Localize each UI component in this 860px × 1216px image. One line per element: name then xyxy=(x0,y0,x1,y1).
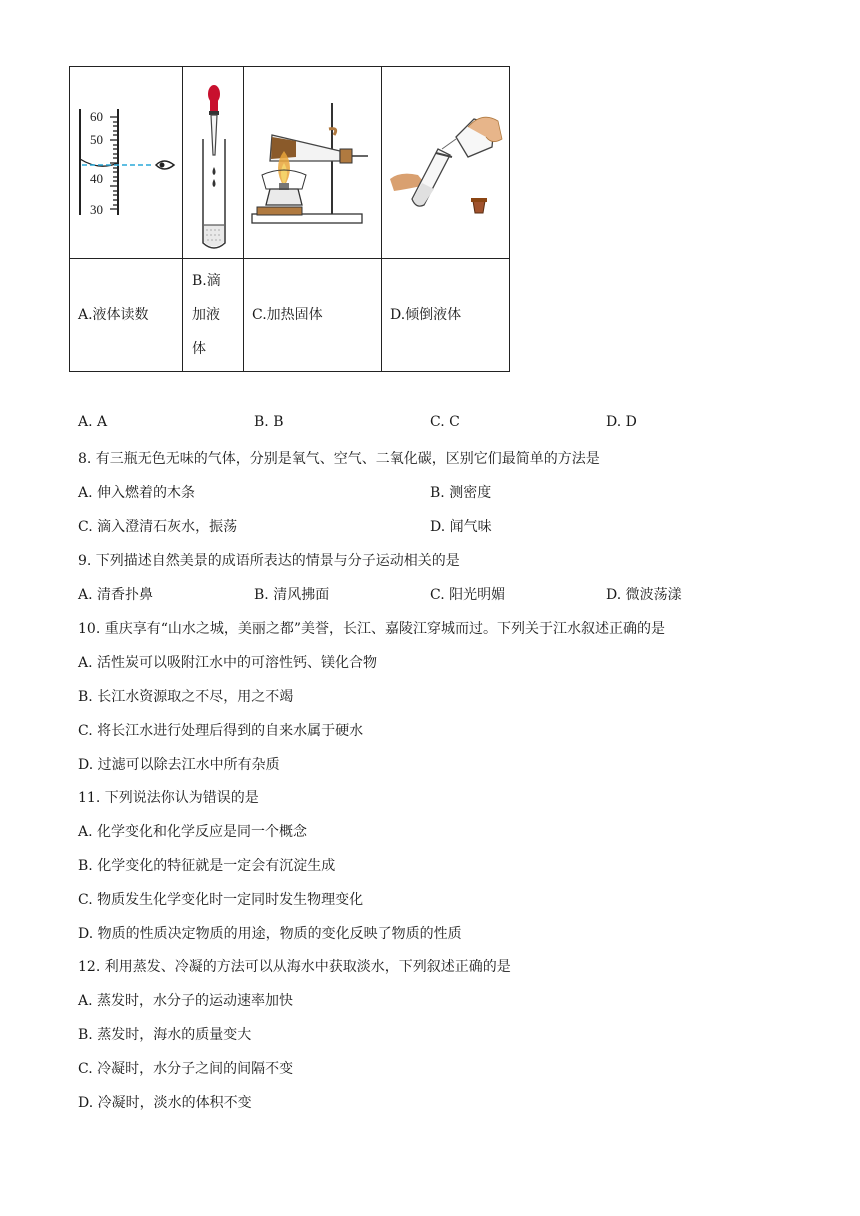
lab-operations-figure-table xyxy=(69,66,510,372)
q10-stem: 10. 重庆享有“山水之城，美丽之都”美誉，长江、嘉陵江穿城而过。下列关于江水叙述正确的是 xyxy=(78,621,666,637)
q10-option-c[interactable]: C. 将长江水进行处理后得到的自来水属于硬水 xyxy=(78,723,364,739)
q10-option-d[interactable]: D. 过滤可以除去江水中所有杂质 xyxy=(78,757,280,773)
cylinder-tick-label: 30 xyxy=(90,202,103,217)
pouring-liquid-figure xyxy=(382,67,510,259)
q9-stem: 9. 下列描述自然美景的成语所表达的情景与分子运动相关的是 xyxy=(78,553,460,569)
q11-option-b[interactable]: B. 化学变化的特征就是一定会有沉淀生成 xyxy=(78,858,336,874)
option-label-d: D.倾倒液体 xyxy=(382,259,510,372)
q12-option-c[interactable]: C. 冷凝时，水分子之间的间隔不变 xyxy=(78,1061,294,1077)
q8-option-b[interactable]: B. 测密度 xyxy=(430,485,492,501)
q10-option-a[interactable]: A. 活性炭可以吸附江水中的可溶性钙、镁化合物 xyxy=(78,655,378,671)
q9-option-c[interactable]: C. 阳光明媚 xyxy=(430,587,506,603)
q9-option-b[interactable]: B. 清风拂面 xyxy=(254,587,330,603)
q11-option-d[interactable]: D. 物质的性质决定物质的用途，物质的变化反映了物质的性质 xyxy=(78,926,462,942)
q8-option-a[interactable]: A. 伸入燃着的木条 xyxy=(78,485,196,501)
q9-option-a[interactable]: A. 清香扑鼻 xyxy=(78,587,154,603)
q10-option-b[interactable]: B. 长江水资源取之不尽，用之不竭 xyxy=(78,689,294,705)
q12-option-d[interactable]: D. 冷凝时，淡水的体积不变 xyxy=(78,1095,252,1111)
heating-solid-figure xyxy=(244,67,382,259)
q8-stem: 8. 有三瓶无色无味的气体，分别是氧气、空气、二氧化碳，区别它们最简单的方法是 xyxy=(78,451,600,467)
graduated-cylinder-figure xyxy=(70,67,183,259)
eye-icon xyxy=(156,161,174,169)
option-label-b: B.滴加液体 xyxy=(183,259,244,372)
q7-option-b[interactable]: B. B xyxy=(254,414,284,430)
q12-option-b[interactable]: B. 蒸发时，海水的质量变大 xyxy=(78,1027,252,1043)
q7-option-c[interactable]: C. C xyxy=(430,414,460,430)
q7-option-d[interactable]: D. D xyxy=(606,414,637,430)
option-label-a: A.液体读数 xyxy=(70,259,183,372)
q8-option-d[interactable]: D. 闻气味 xyxy=(430,519,492,535)
q12-option-a[interactable]: A. 蒸发时，水分子的运动速率加快 xyxy=(78,993,294,1009)
option-label-c: C.加热固体 xyxy=(244,259,382,372)
q11-stem: 11. 下列说法你认为错误的是 xyxy=(78,790,259,806)
q8-option-c[interactable]: C. 滴入澄清石灰水，振荡 xyxy=(78,519,238,535)
dropper-figure xyxy=(183,67,244,259)
q11-option-c[interactable]: C. 物质发生化学变化时一定同时发生物理变化 xyxy=(78,892,364,908)
q9-option-d[interactable]: D. 微波荡漾 xyxy=(606,587,682,603)
q12-stem: 12. 利用蒸发、冷凝的方法可以从海水中获取淡水，下列叙述正确的是 xyxy=(78,959,511,975)
q11-option-a[interactable]: A. 化学变化和化学反应是同一个概念 xyxy=(78,824,308,840)
cylinder-tick-label: 50 xyxy=(90,132,103,147)
q7-option-a[interactable]: A. A xyxy=(78,414,108,430)
cylinder-tick-label: 40 xyxy=(90,171,103,186)
cylinder-tick-label: 60 xyxy=(90,109,103,124)
